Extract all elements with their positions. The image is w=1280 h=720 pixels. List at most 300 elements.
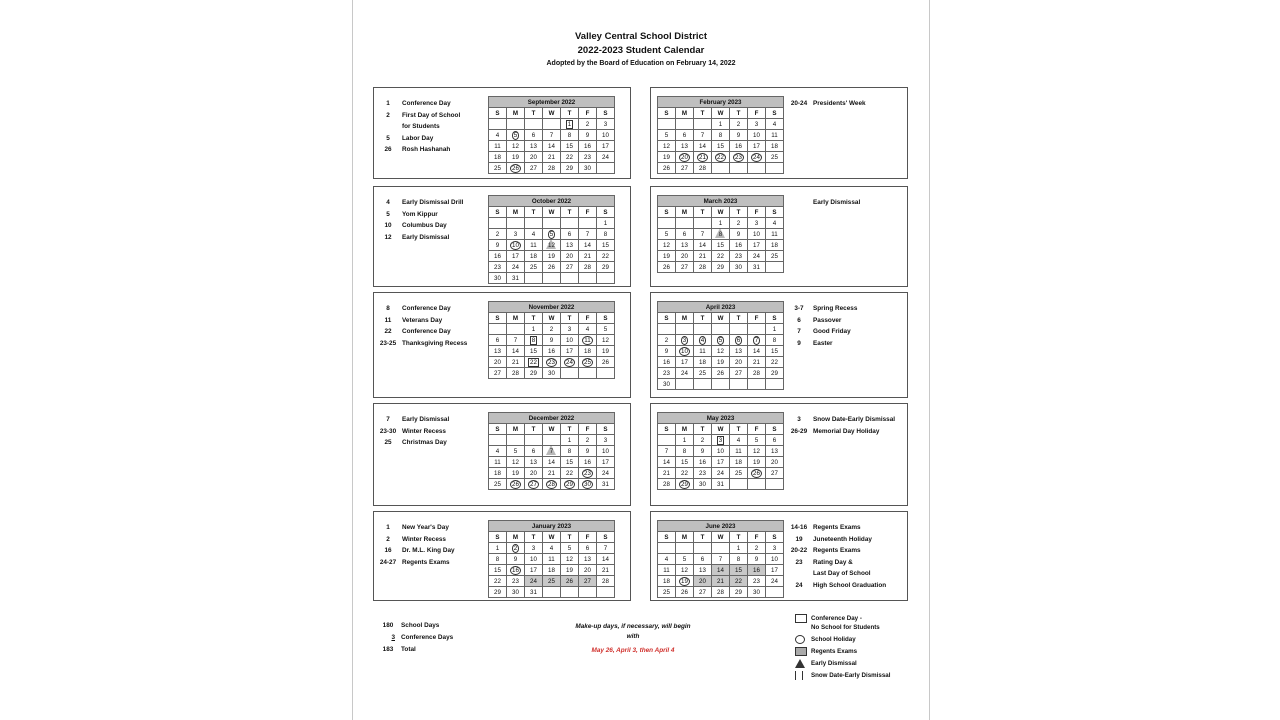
day-cell: 7 <box>579 229 597 240</box>
day-cell: 3 <box>748 218 766 229</box>
empty-cell <box>658 543 676 554</box>
event-label: Veterans Day <box>402 316 443 324</box>
empty-cell <box>543 119 561 130</box>
day-cell: 24 <box>748 251 766 262</box>
day-cell: 16 <box>748 565 766 576</box>
total-count: 183 <box>382 646 394 653</box>
day-cell: 22 <box>712 251 730 262</box>
event-label: Juneteenth Holiday <box>813 535 872 543</box>
weekday-header: M <box>676 313 694 324</box>
event-label: Rosh Hashanah <box>402 146 451 153</box>
day-cell: 16 <box>579 457 597 468</box>
event-row <box>785 197 860 209</box>
day-cell: 26 <box>658 262 676 273</box>
event-row <box>374 144 460 156</box>
event-date: 19 <box>795 535 803 543</box>
event-label: for Students <box>402 123 440 130</box>
weekday-header: M <box>676 108 694 119</box>
day-cell: 15 <box>712 240 730 251</box>
day-cell: 7 <box>597 543 615 554</box>
calendar-page <box>352 0 930 720</box>
district-title: Valley Central School District <box>575 31 707 42</box>
day-cell: 28 <box>543 163 561 174</box>
day-cell: 9 <box>730 130 748 141</box>
day-cell: 26 <box>543 262 561 273</box>
day-cell: 17 <box>507 251 525 262</box>
event-row <box>374 315 467 327</box>
weekday-header: M <box>507 207 525 218</box>
event-date: 2 <box>386 111 390 119</box>
event-row <box>785 338 857 350</box>
day-cell: 8 <box>597 229 615 240</box>
day-cell: 2 <box>579 119 597 130</box>
weekday-header: W <box>712 108 730 119</box>
event-label: New Year's Day <box>402 524 449 531</box>
day-cell: 20 <box>579 565 597 576</box>
day-cell: 9 <box>489 240 507 251</box>
weekday-header: S <box>658 207 676 218</box>
legend-label: Early Dismissal <box>811 660 857 667</box>
event-label: Regents Exams <box>402 558 450 566</box>
empty-cell <box>676 218 694 229</box>
day-cell: 22 <box>489 576 507 587</box>
day-cell: 15 <box>561 141 579 152</box>
event-row <box>785 315 857 327</box>
day-cell: 31 <box>597 479 615 490</box>
day-cell: 24 <box>597 468 615 479</box>
day-cell: 22 <box>730 576 748 587</box>
weekday-header: T <box>694 424 712 435</box>
weekday-header: S <box>766 532 784 543</box>
event-date <box>785 197 813 209</box>
event-row <box>374 426 449 438</box>
day-cell: 8 <box>561 446 579 457</box>
makeup-line: with <box>626 633 640 640</box>
day-cell: 1 <box>525 324 543 335</box>
day-cell: 24 <box>507 262 525 273</box>
day-cell: 4 <box>543 543 561 554</box>
day-cell: 24 <box>597 152 615 163</box>
day-cell: 13 <box>676 141 694 152</box>
day-cell: 17 <box>676 357 694 368</box>
weekday-header: S <box>489 424 507 435</box>
event-date: 5 <box>386 210 390 218</box>
empty-cell <box>658 119 676 130</box>
circle-icon <box>795 635 805 644</box>
day-cell: 2 <box>748 543 766 554</box>
empty-cell <box>489 119 507 130</box>
weekday-header: F <box>579 313 597 324</box>
legend-label: Snow Date-Early Dismissal <box>811 672 891 679</box>
day-cell: 30 <box>579 163 597 174</box>
day-cell: 12 <box>712 346 730 357</box>
day-cell: 28 <box>658 479 676 490</box>
month-box-oct <box>373 186 631 287</box>
weekday-header: T <box>730 424 748 435</box>
day-cell: 2 <box>730 218 748 229</box>
weekday-header: W <box>543 532 561 543</box>
weekday-header: S <box>597 532 615 543</box>
empty-cell <box>507 218 525 229</box>
empty-cell <box>694 119 712 130</box>
day-cell: 12 <box>676 565 694 576</box>
empty-cell <box>766 379 784 390</box>
month-events <box>374 197 463 243</box>
event-date: 9 <box>797 339 801 347</box>
month-events <box>785 197 860 209</box>
day-cell: 18 <box>658 576 676 587</box>
day-cell: 17 <box>748 141 766 152</box>
weekday-header: W <box>543 313 561 324</box>
event-label: Winter Recess <box>402 427 446 435</box>
month-box-apr <box>650 292 908 398</box>
empty-cell <box>676 543 694 554</box>
weekday-header: T <box>694 207 712 218</box>
event-row <box>785 426 895 438</box>
day-cell: 26 <box>507 163 525 174</box>
empty-cell <box>712 163 730 174</box>
month-name: December 2022 <box>489 413 615 424</box>
event-row <box>785 580 886 592</box>
day-cell: 9 <box>507 554 525 565</box>
day-cell: 16 <box>658 357 676 368</box>
weekday-header: S <box>658 424 676 435</box>
day-cell: 6 <box>676 130 694 141</box>
day-cell: 14 <box>543 141 561 152</box>
day-cell: 13 <box>730 346 748 357</box>
weekday-header: S <box>489 313 507 324</box>
day-cell: 12 <box>658 240 676 251</box>
day-cell: 19 <box>507 468 525 479</box>
weekday-header: T <box>730 207 748 218</box>
day-cell: 19 <box>507 152 525 163</box>
day-cell: 12 <box>658 141 676 152</box>
weekday-header: M <box>507 108 525 119</box>
day-cell: 16 <box>507 565 525 576</box>
day-cell: 3 <box>507 229 525 240</box>
month-name: November 2022 <box>489 302 615 313</box>
total-count: 3 <box>391 634 395 641</box>
day-cell: 16 <box>543 346 561 357</box>
day-cell: 1 <box>489 543 507 554</box>
day-cell: 13 <box>525 457 543 468</box>
day-cell: 11 <box>579 335 597 346</box>
day-cell: 18 <box>489 468 507 479</box>
day-cell: 29 <box>766 368 784 379</box>
day-cell: 24 <box>676 368 694 379</box>
weekday-header: F <box>748 424 766 435</box>
day-cell: 11 <box>694 346 712 357</box>
weekday-header: T <box>561 207 579 218</box>
day-cell: 9 <box>579 130 597 141</box>
day-cell: 2 <box>579 435 597 446</box>
empty-cell <box>712 543 730 554</box>
day-cell: 9 <box>730 229 748 240</box>
day-cell: 23 <box>579 152 597 163</box>
day-cell: 27 <box>489 368 507 379</box>
day-cell: 12 <box>748 446 766 457</box>
day-cell: 26 <box>507 479 525 490</box>
day-cell: 4 <box>489 130 507 141</box>
weekday-header: T <box>561 532 579 543</box>
event-date: 23 <box>795 558 803 566</box>
day-cell: 2 <box>658 335 676 346</box>
event-row <box>374 197 463 209</box>
day-cell: 20 <box>694 576 712 587</box>
event-row <box>785 534 886 546</box>
weekday-header: S <box>658 532 676 543</box>
day-cell: 6 <box>676 229 694 240</box>
event-date: 20-24 <box>790 100 808 107</box>
day-cell: 1 <box>597 218 615 229</box>
day-cell: 5 <box>658 130 676 141</box>
day-cell: 29 <box>712 262 730 273</box>
month-table-dec <box>488 412 615 490</box>
weekday-header: T <box>730 108 748 119</box>
day-cell: 28 <box>712 587 730 598</box>
event-date: 20-22 <box>790 547 808 554</box>
event-row <box>374 545 455 557</box>
day-cell: 4 <box>658 554 676 565</box>
day-cell: 26 <box>712 368 730 379</box>
total-count: 180 <box>382 622 394 629</box>
empty-cell <box>712 324 730 335</box>
day-cell: 11 <box>543 554 561 565</box>
empty-cell <box>543 587 561 598</box>
day-cell: 14 <box>748 346 766 357</box>
weekday-header: T <box>730 532 748 543</box>
day-cell: 27 <box>676 262 694 273</box>
day-cell: 22 <box>561 468 579 479</box>
day-cell: 5 <box>561 543 579 554</box>
day-cell: 6 <box>561 229 579 240</box>
empty-cell <box>561 587 579 598</box>
day-cell: 6 <box>766 435 784 446</box>
day-cell: 31 <box>507 273 525 284</box>
day-cell: 8 <box>489 554 507 565</box>
makeup-dates: May 26, April 3, then April 4 <box>591 647 675 654</box>
day-cell: 19 <box>658 152 676 163</box>
day-cell: 12 <box>507 141 525 152</box>
day-cell: 23 <box>543 357 561 368</box>
brackets-icon <box>795 671 803 680</box>
weekday-header: T <box>525 207 543 218</box>
month-box-may <box>650 403 908 506</box>
day-cell: 3 <box>676 335 694 346</box>
legend-item <box>795 614 890 632</box>
day-cell: 4 <box>694 335 712 346</box>
day-cell: 12 <box>507 457 525 468</box>
day-cell: 30 <box>730 262 748 273</box>
event-label: Conference Day <box>402 100 451 107</box>
month-box-jun <box>650 511 908 601</box>
weekday-header: W <box>712 532 730 543</box>
day-cell: 2 <box>507 543 525 554</box>
month-box-jan <box>373 511 631 601</box>
day-cell: 21 <box>694 152 712 163</box>
weekday-header: T <box>525 532 543 543</box>
day-cell: 8 <box>712 130 730 141</box>
day-cell: 19 <box>597 346 615 357</box>
day-cell: 18 <box>525 251 543 262</box>
empty-cell <box>525 119 543 130</box>
day-cell: 14 <box>579 240 597 251</box>
day-cell: 22 <box>525 357 543 368</box>
event-label: First Day of School <box>402 111 461 119</box>
legend-item <box>795 659 890 668</box>
day-cell: 26 <box>748 468 766 479</box>
event-row <box>374 209 463 221</box>
day-cell: 17 <box>561 346 579 357</box>
day-cell: 7 <box>694 130 712 141</box>
day-cell: 3 <box>712 435 730 446</box>
event-label: Last Day of School <box>813 570 871 577</box>
event-label: Columbus Day <box>402 222 447 229</box>
day-cell: 23 <box>489 262 507 273</box>
day-cell: 16 <box>730 141 748 152</box>
day-cell: 5 <box>676 554 694 565</box>
event-date: 4 <box>386 199 390 206</box>
event-label: Passover <box>813 316 842 324</box>
day-cell: 8 <box>730 554 748 565</box>
event-row <box>374 133 460 145</box>
day-cell: 5 <box>597 324 615 335</box>
event-label: High School Graduation <box>813 581 887 589</box>
day-cell: 12 <box>543 240 561 251</box>
day-cell: 25 <box>730 468 748 479</box>
event-label: Thanksgiving Recess <box>402 339 468 347</box>
day-cell: 2 <box>730 119 748 130</box>
makeup-note <box>553 622 713 656</box>
empty-cell <box>676 324 694 335</box>
day-cell: 18 <box>694 357 712 368</box>
event-row <box>374 232 463 244</box>
day-cell: 10 <box>676 346 694 357</box>
day-cell: 30 <box>694 479 712 490</box>
weekday-header: S <box>766 108 784 119</box>
day-cell: 8 <box>525 335 543 346</box>
day-cell: 1 <box>561 435 579 446</box>
event-date: 22 <box>384 328 392 335</box>
day-cell: 3 <box>748 119 766 130</box>
day-cell: 16 <box>579 141 597 152</box>
day-cell: 3 <box>766 543 784 554</box>
day-cell: 23 <box>579 468 597 479</box>
day-cell: 29 <box>489 587 507 598</box>
month-name: March 2023 <box>658 196 784 207</box>
legend-item <box>795 671 890 680</box>
legend-label: Regents Exams <box>811 648 858 655</box>
event-date <box>785 568 813 580</box>
day-cell: 16 <box>694 457 712 468</box>
day-cell: 7 <box>543 130 561 141</box>
day-cell: 10 <box>748 229 766 240</box>
day-cell: 7 <box>694 229 712 240</box>
day-cell: 14 <box>694 240 712 251</box>
day-cell: 21 <box>597 565 615 576</box>
day-cell: 27 <box>730 368 748 379</box>
weekday-header: W <box>543 424 561 435</box>
event-row <box>785 98 866 110</box>
empty-cell <box>561 273 579 284</box>
event-label: Winter Recess <box>402 535 446 543</box>
day-cell: 12 <box>561 554 579 565</box>
day-cell: 13 <box>694 565 712 576</box>
day-cell: 11 <box>766 229 784 240</box>
event-row <box>785 326 857 338</box>
weekday-header: T <box>561 424 579 435</box>
month-events <box>785 522 886 591</box>
day-cell: 22 <box>597 251 615 262</box>
day-cell: 30 <box>579 479 597 490</box>
month-table-mar <box>657 195 784 273</box>
day-cell: 23 <box>730 251 748 262</box>
event-date: 26-29 <box>790 427 808 435</box>
empty-cell <box>561 218 579 229</box>
event-row <box>374 220 463 232</box>
day-cell: 16 <box>489 251 507 262</box>
day-cell: 15 <box>766 346 784 357</box>
day-cell: 27 <box>694 587 712 598</box>
day-cell: 28 <box>543 479 561 490</box>
event-date: 1 <box>386 524 390 531</box>
day-cell: 15 <box>525 346 543 357</box>
event-label: Regents Exams <box>813 547 861 554</box>
day-cell: 22 <box>561 152 579 163</box>
day-cell: 17 <box>525 565 543 576</box>
day-cell: 7 <box>543 446 561 457</box>
day-cell: 5 <box>712 335 730 346</box>
day-cell: 5 <box>507 130 525 141</box>
day-cell: 5 <box>543 229 561 240</box>
event-date <box>374 121 402 133</box>
month-table-may <box>657 412 784 490</box>
day-cell: 31 <box>525 587 543 598</box>
total-label: Conference Days <box>401 634 454 641</box>
weekday-header: W <box>712 424 730 435</box>
event-label: Easter <box>813 339 833 347</box>
event-label: Conference Day <box>402 305 451 312</box>
empty-cell <box>489 218 507 229</box>
weekday-header: F <box>579 108 597 119</box>
day-cell: 10 <box>525 554 543 565</box>
day-cell: 17 <box>766 565 784 576</box>
weekday-header: T <box>561 313 579 324</box>
empty-cell <box>507 435 525 446</box>
day-cell: 10 <box>712 446 730 457</box>
month-events <box>374 414 449 449</box>
day-cell: 25 <box>489 163 507 174</box>
weekday-header: S <box>658 313 676 324</box>
day-cell: 4 <box>489 446 507 457</box>
day-cell: 1 <box>712 119 730 130</box>
empty-cell <box>525 435 543 446</box>
triangle-icon <box>795 659 805 668</box>
month-events <box>374 522 455 568</box>
day-cell: 4 <box>730 435 748 446</box>
day-cell: 25 <box>525 262 543 273</box>
legend-item <box>795 647 890 656</box>
event-label: Memorial Day Holiday <box>813 427 880 435</box>
day-cell: 7 <box>748 335 766 346</box>
legend-label: Conference Day - No School for Students <box>811 615 880 631</box>
day-cell: 2 <box>694 435 712 446</box>
day-cell: 22 <box>766 357 784 368</box>
day-cell: 5 <box>658 229 676 240</box>
day-cell: 19 <box>712 357 730 368</box>
day-cell: 25 <box>579 357 597 368</box>
empty-cell <box>748 379 766 390</box>
